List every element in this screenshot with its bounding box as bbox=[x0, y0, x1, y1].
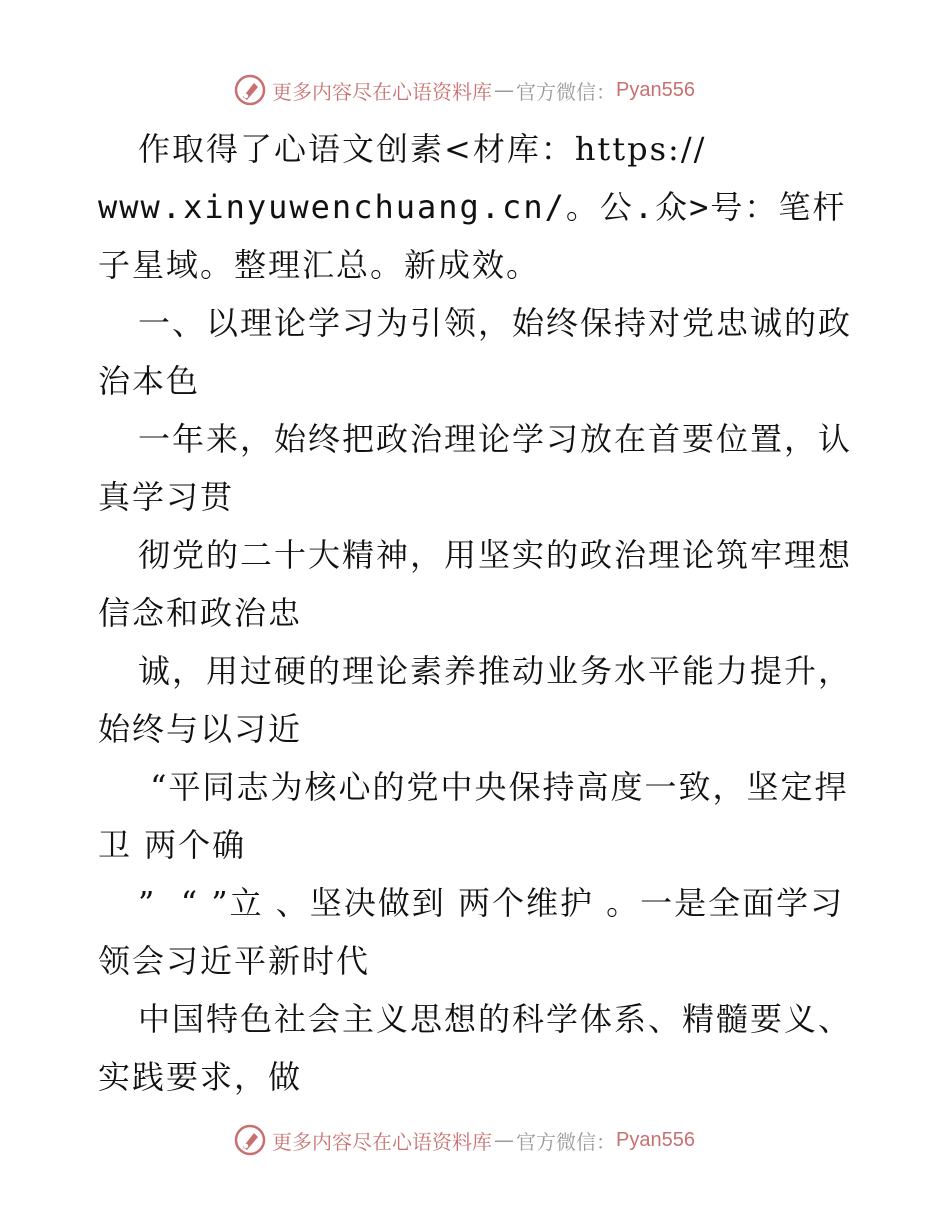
header-brand-text: 更多内容尽在心语资料库 bbox=[272, 79, 492, 104]
header-wechat-label: 官方微信： bbox=[516, 79, 616, 104]
paragraph: 诚，用过硬的理论素养推动业务水平能力提升，始终与以习近 bbox=[98, 652, 853, 748]
paragraph-url: www.xinyuwenchuang.cn/。公.众>号：笔杆子星域。整理汇总。新成效。 bbox=[98, 188, 847, 284]
header-banner bbox=[234, 72, 695, 108]
section-heading: 一、以理论学习为引领，始终保持对党忠诚的政治本色 bbox=[98, 304, 853, 400]
paragraph: ” “ ”立 、坚决做到 两个维护 。一是全面学习领会习近平新时代 bbox=[98, 884, 845, 980]
footer-wechat-id: Pyan556 bbox=[616, 1128, 695, 1151]
paragraph: 中国特色社会主义思想的科学体系、精髓要义、实践要求，做 bbox=[98, 1000, 853, 1096]
paragraph: 彻党的二十大精神，用坚实的政治理论筑牢理想信念和政治忠 bbox=[98, 536, 853, 632]
pen-nib-logo-icon bbox=[234, 74, 266, 106]
paragraph: 作取得了心语文创素<材库：https:// bbox=[138, 130, 707, 168]
document-body bbox=[98, 120, 858, 1106]
paragraph: “平同志为核心的党中央保持高度一致，坚定捍卫 两个确 bbox=[98, 768, 849, 864]
header-wechat-id: Pyan556 bbox=[616, 78, 695, 101]
pen-nib-logo-icon bbox=[234, 1124, 266, 1156]
header-separator: — bbox=[494, 78, 514, 102]
footer-brand-text: 更多内容尽在心语资料库 bbox=[272, 1129, 492, 1154]
paragraph: 一年来，始终把政治理论学习放在首要位置，认真学习贯 bbox=[98, 420, 853, 516]
footer-separator: — bbox=[494, 1128, 514, 1152]
footer-wechat-label: 官方微信： bbox=[516, 1129, 616, 1154]
footer-banner bbox=[234, 1122, 695, 1158]
